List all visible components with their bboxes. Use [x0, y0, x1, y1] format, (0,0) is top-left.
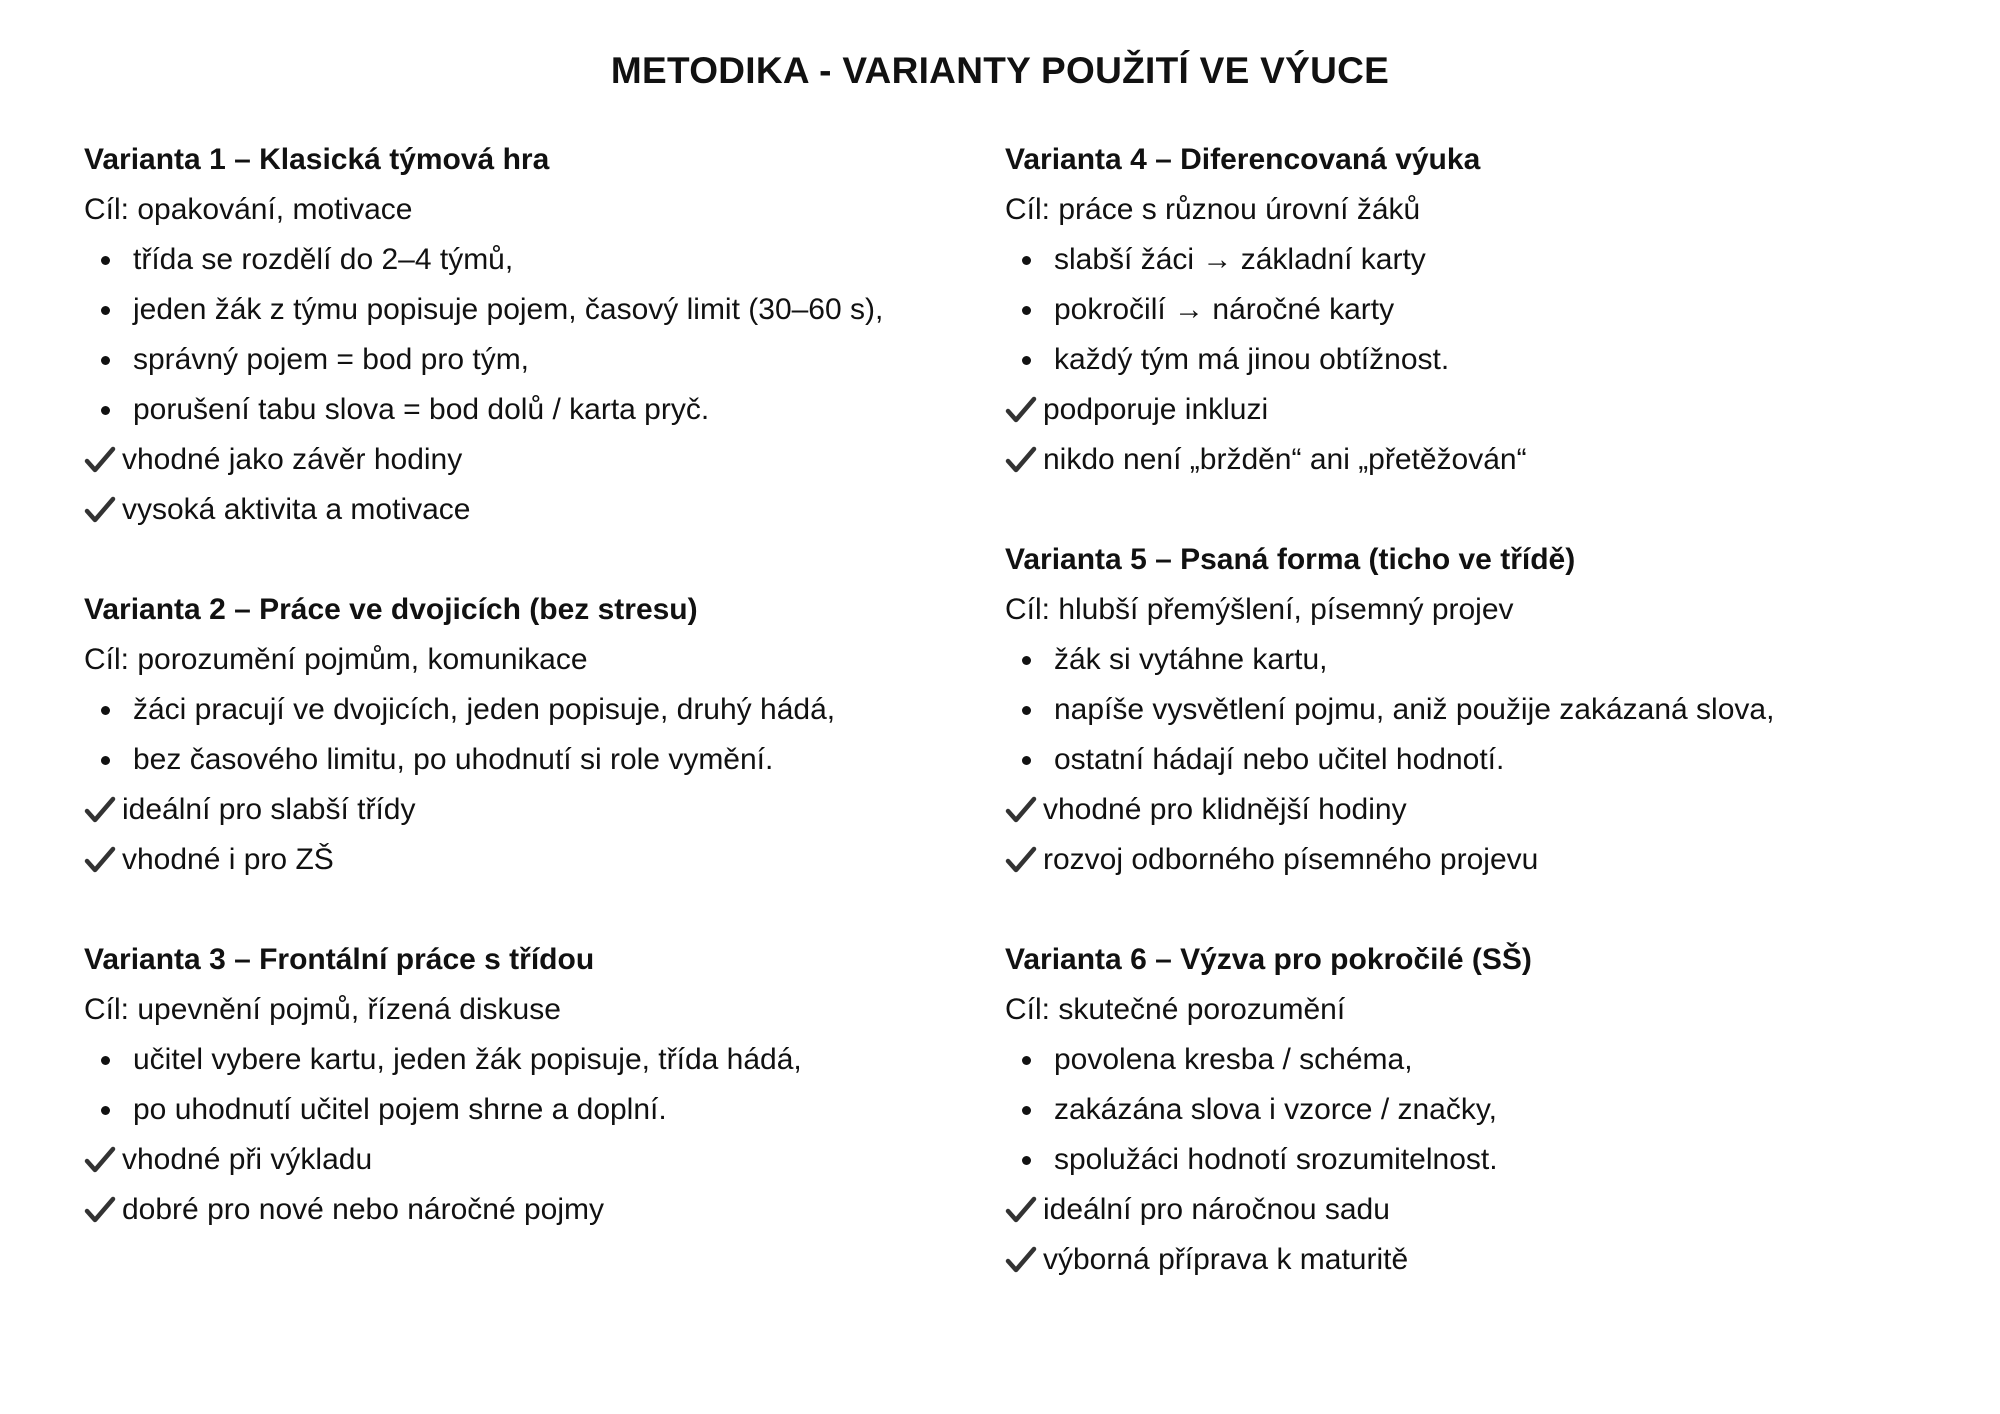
bullet-list: [1005, 635, 1905, 785]
check-item: [1005, 1235, 1905, 1285]
variant-1: [84, 135, 984, 535]
check-list: [84, 785, 984, 885]
variant-goal: Cíl: upevnění pojmů, řízená diskuse: [84, 993, 561, 1026]
check-item: [1005, 785, 1905, 835]
check-text: vhodné pro klidnější hodiny: [1043, 793, 1407, 826]
check-item: [1005, 835, 1905, 885]
bullet-item: spolužáci hodnotí srozumitelnost.: [1005, 1135, 1905, 1185]
variant-goal: Cíl: opakování, motivace: [84, 193, 413, 226]
bullet-item: zakázána slova i vzorce / značky,: [1005, 1085, 1905, 1135]
check-item: [84, 485, 984, 535]
bullet-item: porušení tabu slova = bod dolů / karta pryč.: [84, 385, 984, 435]
check-icon: [1005, 1244, 1037, 1276]
check-list: [84, 435, 984, 535]
bullet-item: po uhodnutí učitel pojem shrne a doplní.: [84, 1085, 984, 1135]
check-text: dobré pro nové nebo náročné pojmy: [122, 1193, 604, 1226]
check-item: [84, 785, 984, 835]
bullet-item: pokročilí → náročné karty: [1005, 285, 1905, 335]
bullet-list: [1005, 235, 1905, 385]
bullet-item: jeden žák z týmu popisuje pojem, časový limit (30–60 s),: [84, 285, 984, 335]
check-text: vhodné při výkladu: [122, 1143, 373, 1176]
check-icon: [84, 494, 116, 526]
check-icon: [1005, 394, 1037, 426]
check-icon: [84, 794, 116, 826]
right-column: [1005, 135, 1905, 1335]
bullet-item: povolena kresba / schéma,: [1005, 1035, 1905, 1085]
check-text: vhodné jako závěr hodiny: [122, 443, 463, 476]
check-list: [84, 1135, 984, 1235]
check-list: [1005, 385, 1905, 485]
bullet-item: žáci pracují ve dvojicích, jeden popisuje, druhý hádá,: [84, 685, 984, 735]
bullet-item: slabší žáci → základní karty: [1005, 235, 1905, 285]
left-column: [84, 135, 984, 1285]
check-text: vhodné i pro ZŠ: [122, 843, 334, 876]
check-text: ideální pro slabší třídy: [122, 793, 416, 826]
variant-3: [84, 935, 984, 1235]
bullet-item: správný pojem = bod pro tým,: [84, 335, 984, 385]
variant-heading: Varianta 2 – Práce ve dvojicích (bez stresu): [84, 593, 698, 626]
check-text: nikdo není „bržděn“ ani „přetěžován“: [1043, 443, 1527, 476]
bullet-item: každý tým má jinou obtížnost.: [1005, 335, 1905, 385]
check-text: rozvoj odborného písemného projevu: [1043, 843, 1539, 876]
check-list: [1005, 785, 1905, 885]
bullet-item: napíše vysvětlení pojmu, aniž použije zakázaná slova,: [1005, 685, 1905, 735]
variant-heading: Varianta 1 – Klasická týmová hra: [84, 143, 550, 176]
check-text: podporuje inkluzi: [1043, 393, 1269, 426]
bullet-item: bez časového limitu, po uhodnutí si role vymění.: [84, 735, 984, 785]
bullet-list: [1005, 1035, 1905, 1185]
check-item: [84, 435, 984, 485]
variant-2: [84, 585, 984, 885]
check-icon: [84, 1144, 116, 1176]
bullet-list: [84, 235, 984, 435]
check-text: vysoká aktivita a motivace: [122, 493, 471, 526]
variant-heading: Varianta 3 – Frontální práce s třídou: [84, 943, 595, 976]
variant-goal: Cíl: práce s různou úrovní žáků: [1005, 193, 1421, 226]
variant-goal: Cíl: skutečné porozumění: [1005, 993, 1346, 1026]
variant-heading: Varianta 4 – Diferencovaná výuka: [1005, 143, 1481, 176]
bullet-list: [84, 1035, 984, 1135]
check-icon: [1005, 844, 1037, 876]
bullet-item: žák si vytáhne kartu,: [1005, 635, 1905, 685]
check-item: [1005, 385, 1905, 435]
bullet-list: [84, 685, 984, 785]
check-text: ideální pro náročnou sadu: [1043, 1193, 1390, 1226]
check-icon: [84, 444, 116, 476]
check-item: [1005, 1185, 1905, 1235]
page-title: METODIKA - VARIANTY POUŽITÍ VE VÝUCE: [610, 50, 1390, 91]
variant-4: [1005, 135, 1905, 485]
variant-goal: Cíl: hlubší přemýšlení, písemný projev: [1005, 593, 1514, 626]
check-text: výborná příprava k maturitě: [1043, 1243, 1409, 1276]
variant-5: [1005, 535, 1905, 885]
check-item: [84, 835, 984, 885]
check-icon: [1005, 1194, 1037, 1226]
variant-heading: Varianta 5 – Psaná forma (ticho ve třídě): [1005, 543, 1576, 576]
check-icon: [84, 1194, 116, 1226]
variant-goal: Cíl: porozumění pojmům, komunikace: [84, 643, 588, 676]
bullet-item: ostatní hádají nebo učitel hodnotí.: [1005, 735, 1905, 785]
check-item: [84, 1135, 984, 1185]
variant-6: [1005, 935, 1905, 1285]
bullet-item: učitel vybere kartu, jeden žák popisuje, třída hádá,: [84, 1035, 984, 1085]
variant-heading: Varianta 6 – Výzva pro pokročilé (SŠ): [1005, 943, 1532, 976]
check-item: [84, 1185, 984, 1235]
bullet-item: třída se rozdělí do 2–4 týmů,: [84, 235, 984, 285]
check-icon: [1005, 444, 1037, 476]
check-list: [1005, 1185, 1905, 1285]
check-icon: [1005, 794, 1037, 826]
check-item: [1005, 435, 1905, 485]
check-icon: [84, 844, 116, 876]
